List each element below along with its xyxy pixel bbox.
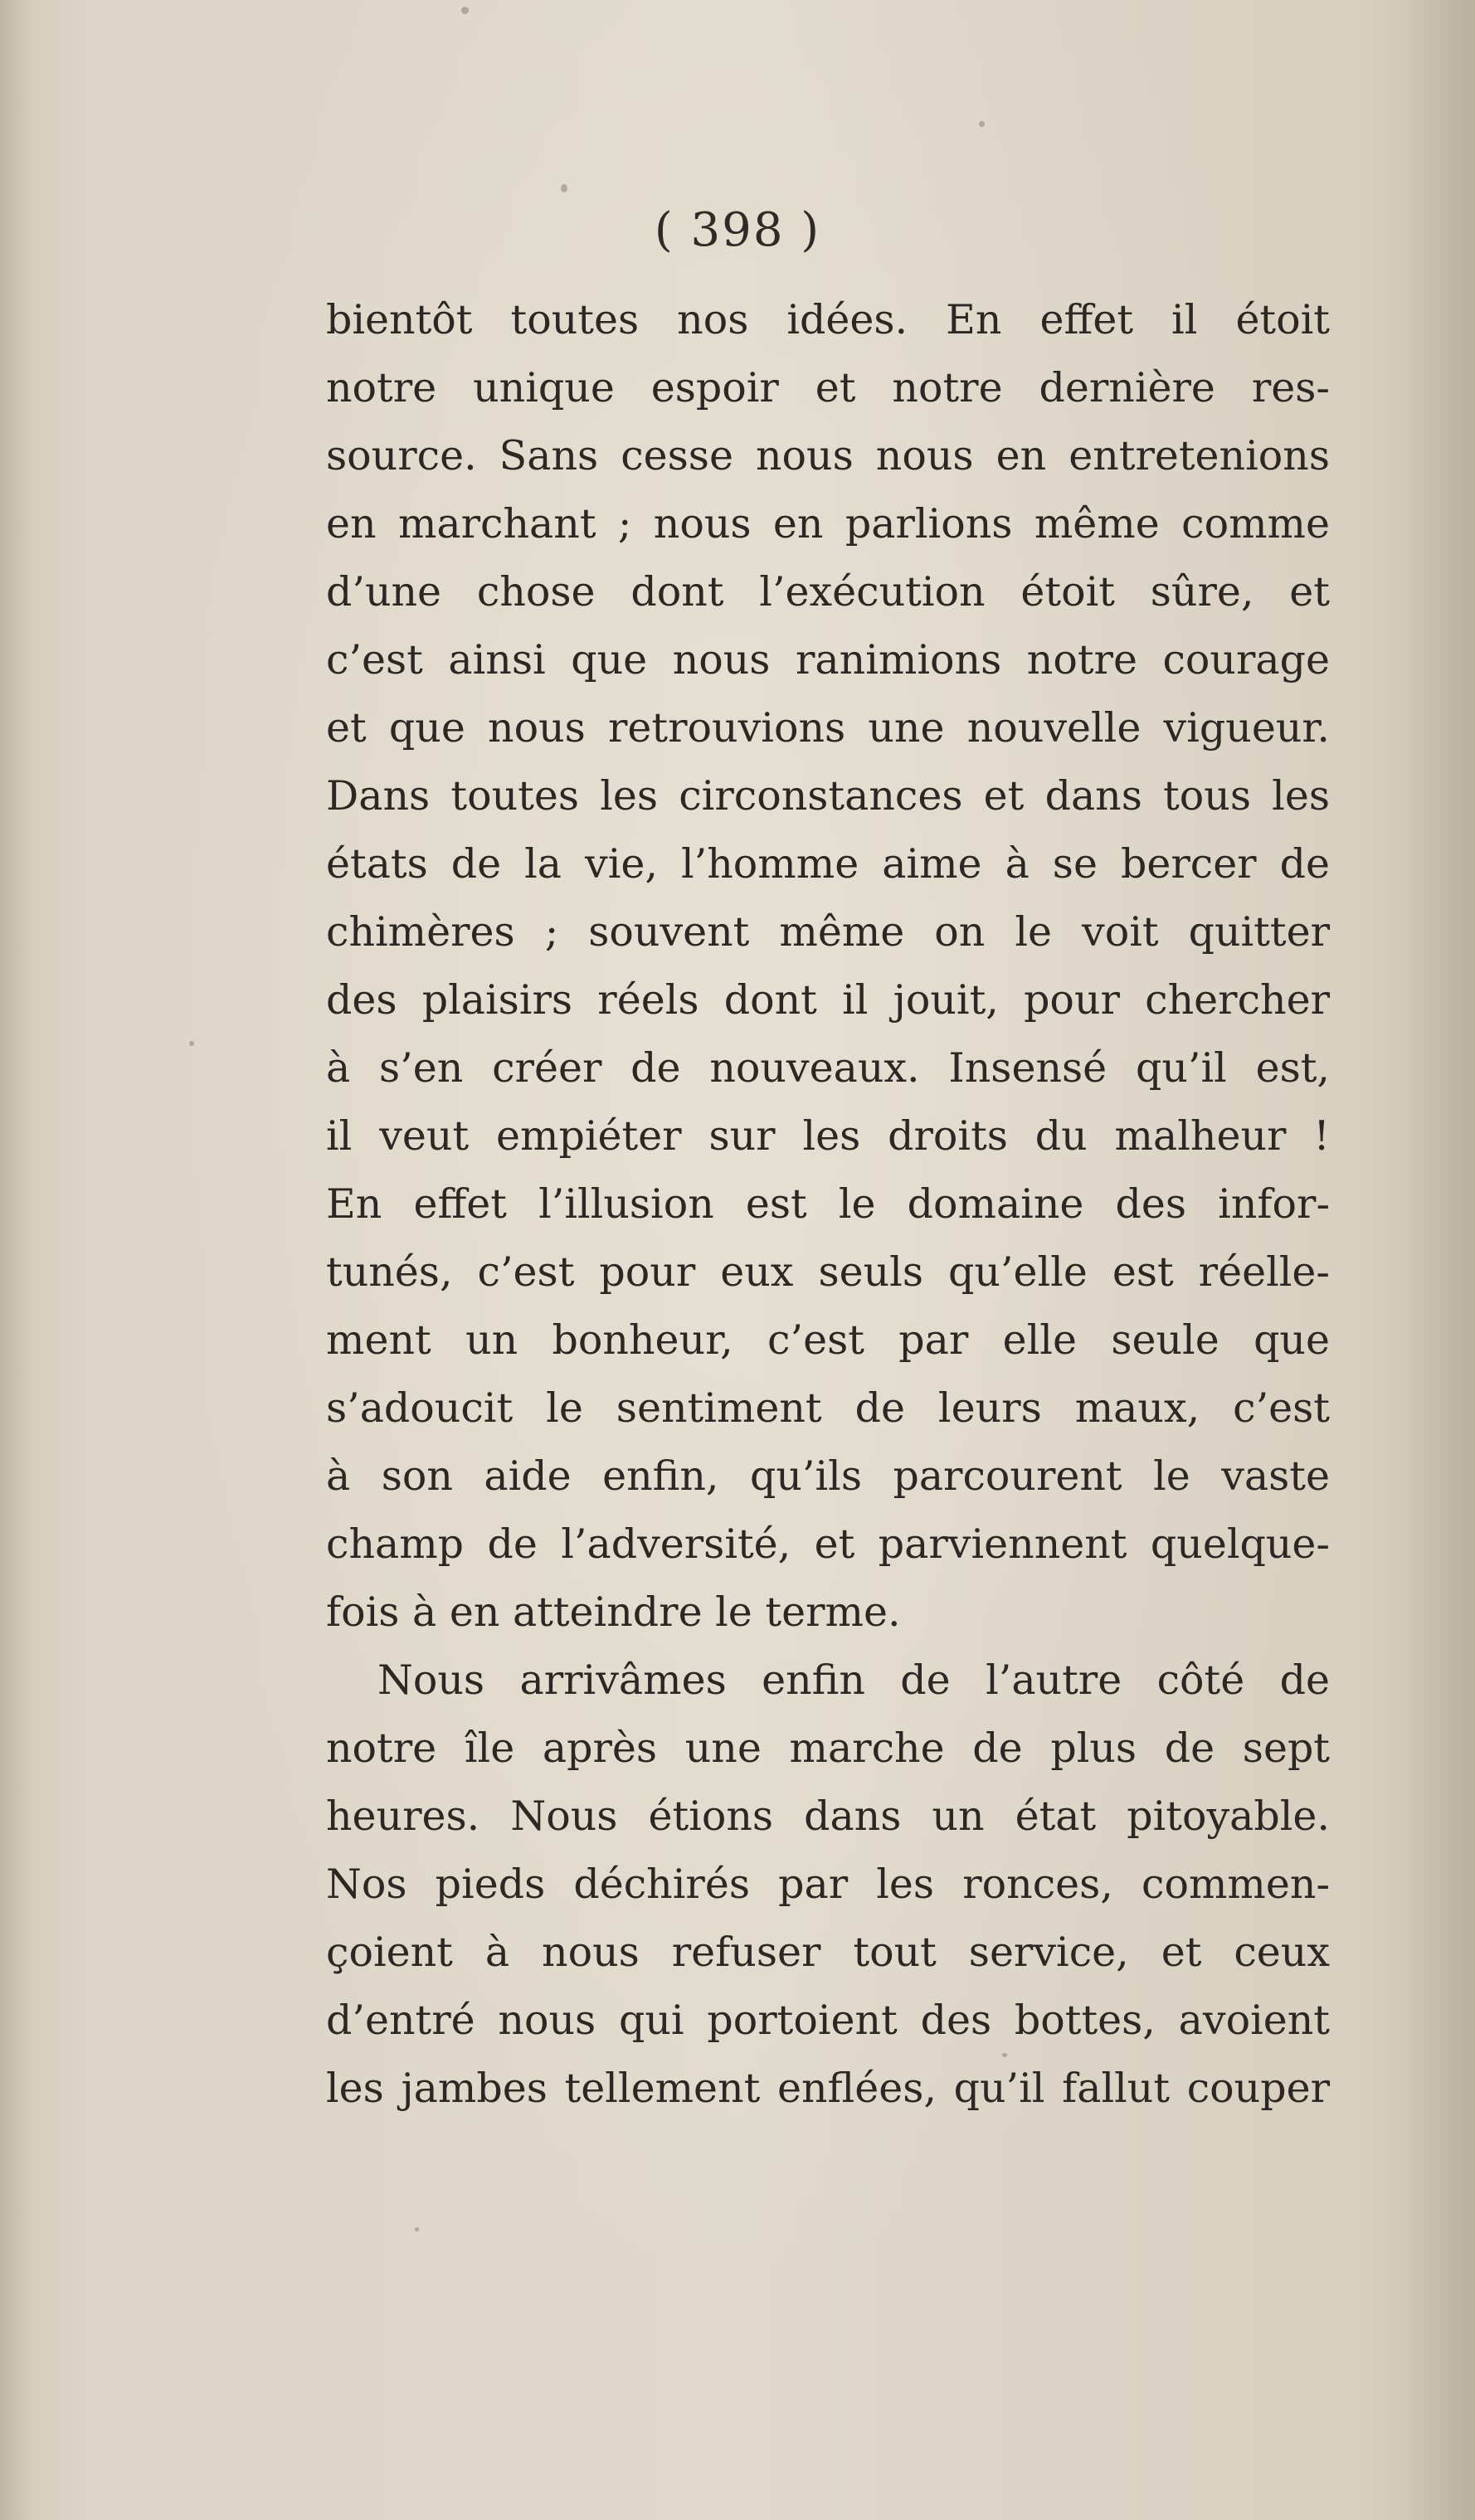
text-line: en marchant ; nous en parlions même comme: [326, 500, 1330, 547]
text-line: champ de l’adversité, et parviennent quelque-: [326, 1520, 1330, 1568]
text-line: des plaisirs réels dont il jouit, pour chercher: [326, 976, 1330, 1024]
text-line: s’adoucit le sentiment de leurs maux, c’est: [326, 1384, 1330, 1432]
text-line: à son aide enfin, qu’ils parcourent le vaste: [326, 1452, 1330, 1500]
text-line: à s’en créer de nouveaux. Insensé qu’il est,: [326, 1044, 1330, 1092]
text-line: notre unique espoir et notre dernière res-: [326, 364, 1330, 411]
page-right-shadow: [1400, 0, 1475, 2520]
text-line: ment un bonheur, c’est par elle seule que: [326, 1316, 1330, 1364]
text-line: Nous arrivâmes enfin de l’autre côté de: [377, 1656, 1330, 1704]
text-line: Nos pieds déchirés par les ronces, commen-: [326, 1861, 1330, 1908]
paper-speck: [189, 1041, 194, 1046]
paper-speck: [561, 184, 567, 192]
paper-speck: [415, 2227, 419, 2231]
text-line: et que nous retrouvions une nouvelle vigueur.: [326, 704, 1330, 752]
text-line: Dans toutes les circonstances et dans tous les: [326, 772, 1330, 820]
page-left-shadow: [0, 0, 33, 2520]
text-line: états de la vie, l’homme aime à se bercer de: [326, 840, 1330, 888]
text-line: çoient à nous refuser tout service, et ceux: [326, 1929, 1330, 1976]
page-number: ( 398 ): [654, 203, 821, 257]
text-line: heures. Nous étions dans un état pitoyable.: [326, 1793, 1330, 1840]
text-line: fois à en atteindre le terme.: [326, 1588, 901, 1636]
text-line: bientôt toutes nos idées. En effet il étoit: [326, 296, 1330, 343]
text-line: c’est ainsi que nous ranimions notre courage: [326, 636, 1330, 684]
paper-speck: [979, 121, 985, 127]
text-line: il veut empiéter sur les droits du malheur !: [326, 1112, 1330, 1160]
paper-speck: [461, 7, 469, 14]
text-line: les jambes tellement enflées, qu’il fallut couper: [326, 2065, 1330, 2112]
body-text: [326, 286, 1330, 2123]
text-line: source. Sans cesse nous nous en entretenions: [326, 432, 1330, 479]
text-line: En effet l’illusion est le domaine des infor-: [326, 1180, 1330, 1228]
text-line: chimères ; souvent même on le voit quitter: [326, 908, 1330, 956]
text-line: d’une chose dont l’exécution étoit sûre, et: [326, 568, 1330, 615]
text-line: d’entré nous qui portoient des bottes, avoient: [326, 1997, 1330, 2044]
text-line: notre île après une marche de plus de sept: [326, 1725, 1330, 1772]
paragraph: [326, 286, 1330, 1647]
paragraph: [326, 1647, 1330, 2123]
text-line: tunés, c’est pour eux seuls qu’elle est réelle-: [326, 1248, 1330, 1296]
